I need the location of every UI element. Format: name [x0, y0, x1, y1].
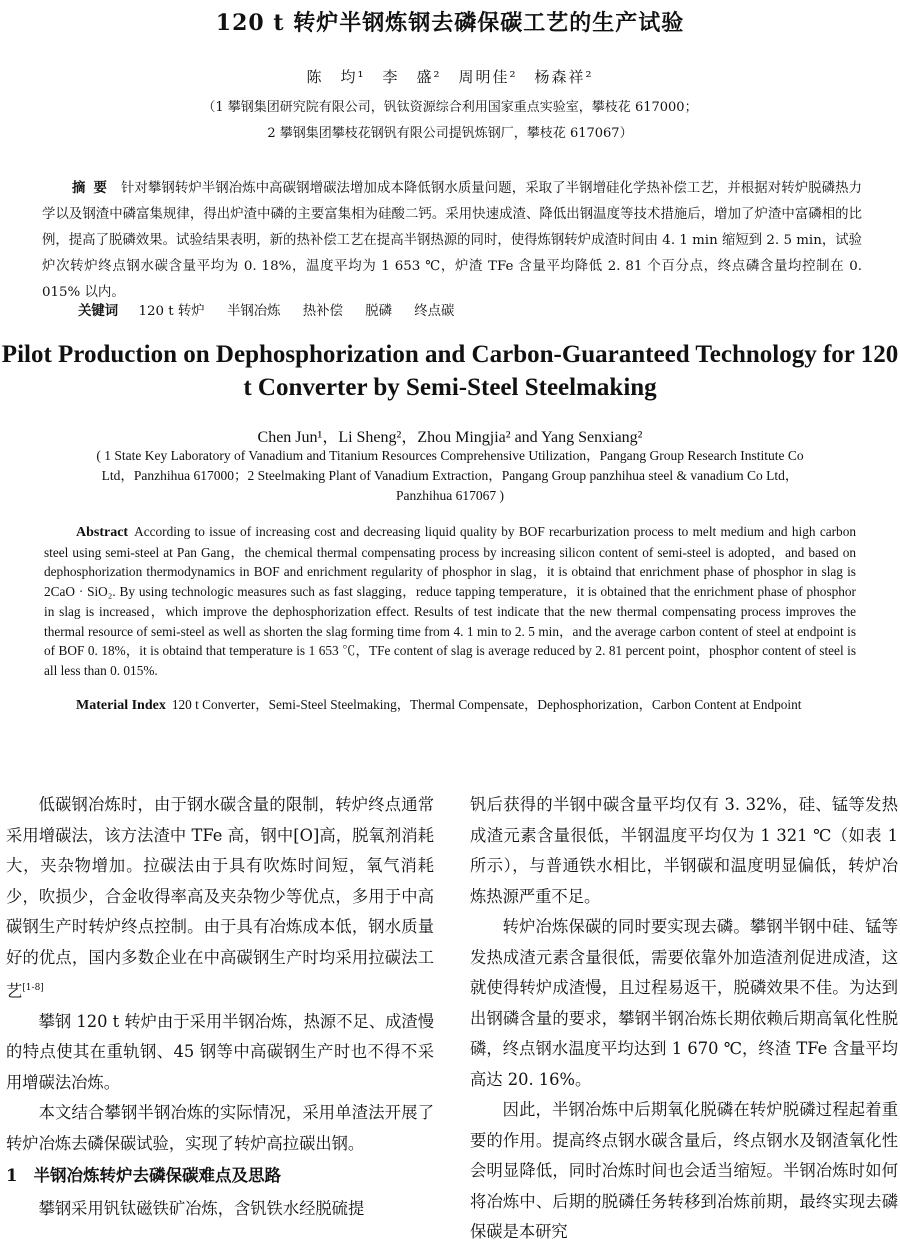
chinese-authors: 陈 均¹ 李 盛² 周明佳² 杨森祥²: [306, 68, 594, 86]
chinese-affiliation-2: 2 攀钢集团攀枝花钢钒有限公司提钒炼钢厂，攀枝花 617067）: [267, 126, 633, 141]
body-paragraph: 攀钢 120 t 转炉由于采用半钢冶炼，热源不足、成渣慢的特点使其在重轨钢、45 钢等中高碳钢生产时也不得不采用增碳法冶炼。: [6, 1011, 434, 1092]
citation: [1-8]: [22, 983, 44, 993]
body-paragraph: 钒后获得的半钢中碳含量平均仅有 3. 32%，硅、锰等发热成渣元素含量很低，半钢温度平均仅为 1 321 ℃（如表 1 所示），与普通铁水相比，半钢碳和温度明显偏低，转炉冶炼热源严重不足。: [470, 795, 898, 906]
body-paragraph-text: 低碳钢冶炼时，由于钢水碳含量的限制，转炉终点通常采用增碳法，该方法渣中 TFe 高，钢中[O]高，脱氧剂消耗大，夹杂物增加。拉碳法由于具有吹炼时间短，氧气消耗少，吹损少，合金收得率高及夹杂物少等优点，多用于中高碳钢生产时转炉终点控制。由于具有冶炼成本低，钢水质量好的优点，国内多数企业在中高碳钢生产时均采用拉碳法工艺: [6, 795, 434, 1001]
english-authors: Chen Jun¹，Li Sheng²，Zhou Mingjia² and Yang Senxiang²: [257, 429, 643, 446]
body-paragraph: 因此，半钢冶炼中后期氧化脱磷在转炉脱磷过程起着重要的作用。提高终点钢水碳含量后，终点钢水及钢渣氧化性会明显降低，同时冶炼时间也会适当缩短。半钢冶炼时如何将冶炼中、后期的脱磷任务转移到冶炼前期，最终实现去磷保碳是本研究: [470, 1100, 898, 1241]
english-material-index: [44, 695, 856, 716]
keyword: 热补偿: [302, 304, 343, 319]
english-title: Pilot Production on Dephosphorization and Carbon-Guaranteed Technology for 120 t Converter by Semi-Steel Steelmaking: [1, 341, 899, 401]
keyword: 120 t 转炉: [138, 304, 205, 319]
english-abstract: [44, 522, 856, 681]
body-left-column: [6, 790, 434, 1224]
chinese-abstract-label: 摘要: [72, 180, 115, 196]
material-index-label: Material Index: [76, 698, 166, 713]
keyword: 脱磷: [365, 304, 392, 319]
body-paragraph: 攀钢采用钒钛磁铁矿冶炼，含钒铁水经脱硫提: [38, 1198, 365, 1218]
chinese-keywords-label: 关键词: [78, 303, 119, 319]
chinese-affiliation-1: （1 攀钢集团研究院有限公司，钒钛资源综合利用国家重点实验室，攀枝花 617000；: [202, 100, 698, 115]
english-abstract-label: Abstract: [76, 525, 129, 540]
section-number: 1: [6, 1166, 18, 1186]
english-affiliation: ( 1 State Key Laboratory of Vanadium and Titanium Resources Comprehensive Utilization，Pangang Group Research Institute Co Ltd，Panzhihua 617000；2 Steelmaking Plant of Vanadium Extraction，Pangang Group panzhihua steel & vanadium Co Ltd，Panzhihua 617067 ): [96, 448, 804, 503]
english-abstract-text: According to issue of increasing cost and decreasing liquid quality by BOF recarburization process to melt medium and high carbon steel using semi-steel at Pan Gang，the chemical thermal compensating process by increasing silicon content of semi-steel is adopted，and based on dephosphorization thermodynamics in BOF and enrichment regularity of phosphor in slag，it is obtaind that enrichment phase of phosphor in slag is 2CaO · SiO₂. By using technologic measures such as fast slagging，reduce tapping temperature，it is obtained that the enrichment phase of phosphor in slag is increased，which improve the dephosphorization effect. Results of test indicate that the new thermal compensating process improves the thermal resource of semi-steel as well as shorten the slag forming time from 4. 1 min to 2. 5 min，and the average carbon content of steel at endpoint is of BOF 0. 18%，it is obtaind that temperature is 1 653 ℃，TFe content of slag is average reduced by 2. 81 percent point，phosphor content of steel is all less than 0. 015%.: [44, 524, 856, 678]
chinese-abstract-text: 针对攀钢转炉半钢冶炼中高碳钢增碳法增加成本降低钢水质量问题，采取了半钢增硅化学热补偿工艺，并根据对转炉脱磷热力学以及钢渣中磷富集规律，得出炉渣中磷的主要富集相为硅酸二钙。采用快速成渣、降低出钢温度等技术措施后，增加了炉渣中富磷相的比例，提高了脱磷效果。试验结果表明，新的热补偿工艺在提高半钢热源的同时，使得炼钢转炉成渣时间由 4. 1 min 缩短到 2. 5 min，试验炉次转炉终点钢水碳含量平均为 0. 18%，温度平均为 1 653 ℃，炉渣 TFe 含量平均降低 2. 81 个百分点，终点磷含量均控制在 0. 015% 以内。: [42, 181, 862, 300]
chinese-abstract: [42, 175, 862, 306]
keyword: 终点碳: [414, 304, 455, 319]
body-paragraph: [6, 790, 434, 1007]
section-title: 半钢冶炼转炉去磷保碳难点及思路: [33, 1166, 281, 1186]
chinese-title: 120 t 转炉半钢炼钢去磷保碳工艺的生产试验: [215, 10, 685, 36]
keyword: 半钢冶炼: [226, 304, 281, 319]
body-paragraph: 本文结合攀钢半钢冶炼的实际情况，采用单渣法开展了转炉冶炼去磷保碳试验，实现了转炉高拉碳出钢。: [6, 1103, 434, 1153]
material-index-text: 120 t Converter，Semi-Steel Steelmaking，Thermal Compensate，Dephosphorization，Carbon Content at Endpoint: [171, 697, 802, 712]
body-right-column: [470, 790, 898, 1248]
body-paragraph: 转炉冶炼保碳的同时要实现去磷。攀钢半钢中硅、锰等发热成渣元素含量很低，需要依靠外加造渣剂促进成渣，这就使得转炉成渣慢，且过程易返干，脱磷效果不佳。为达到出钢磷含量的要求，攀钢半钢冶炼长期依赖后期高氧化性脱磷，终点钢水温度平均达到 1 670 ℃，终渣 TFe 含量平均高达 20. 16%。: [470, 917, 898, 1089]
section-heading: [6, 1161, 434, 1192]
chinese-keywords: [78, 300, 472, 319]
